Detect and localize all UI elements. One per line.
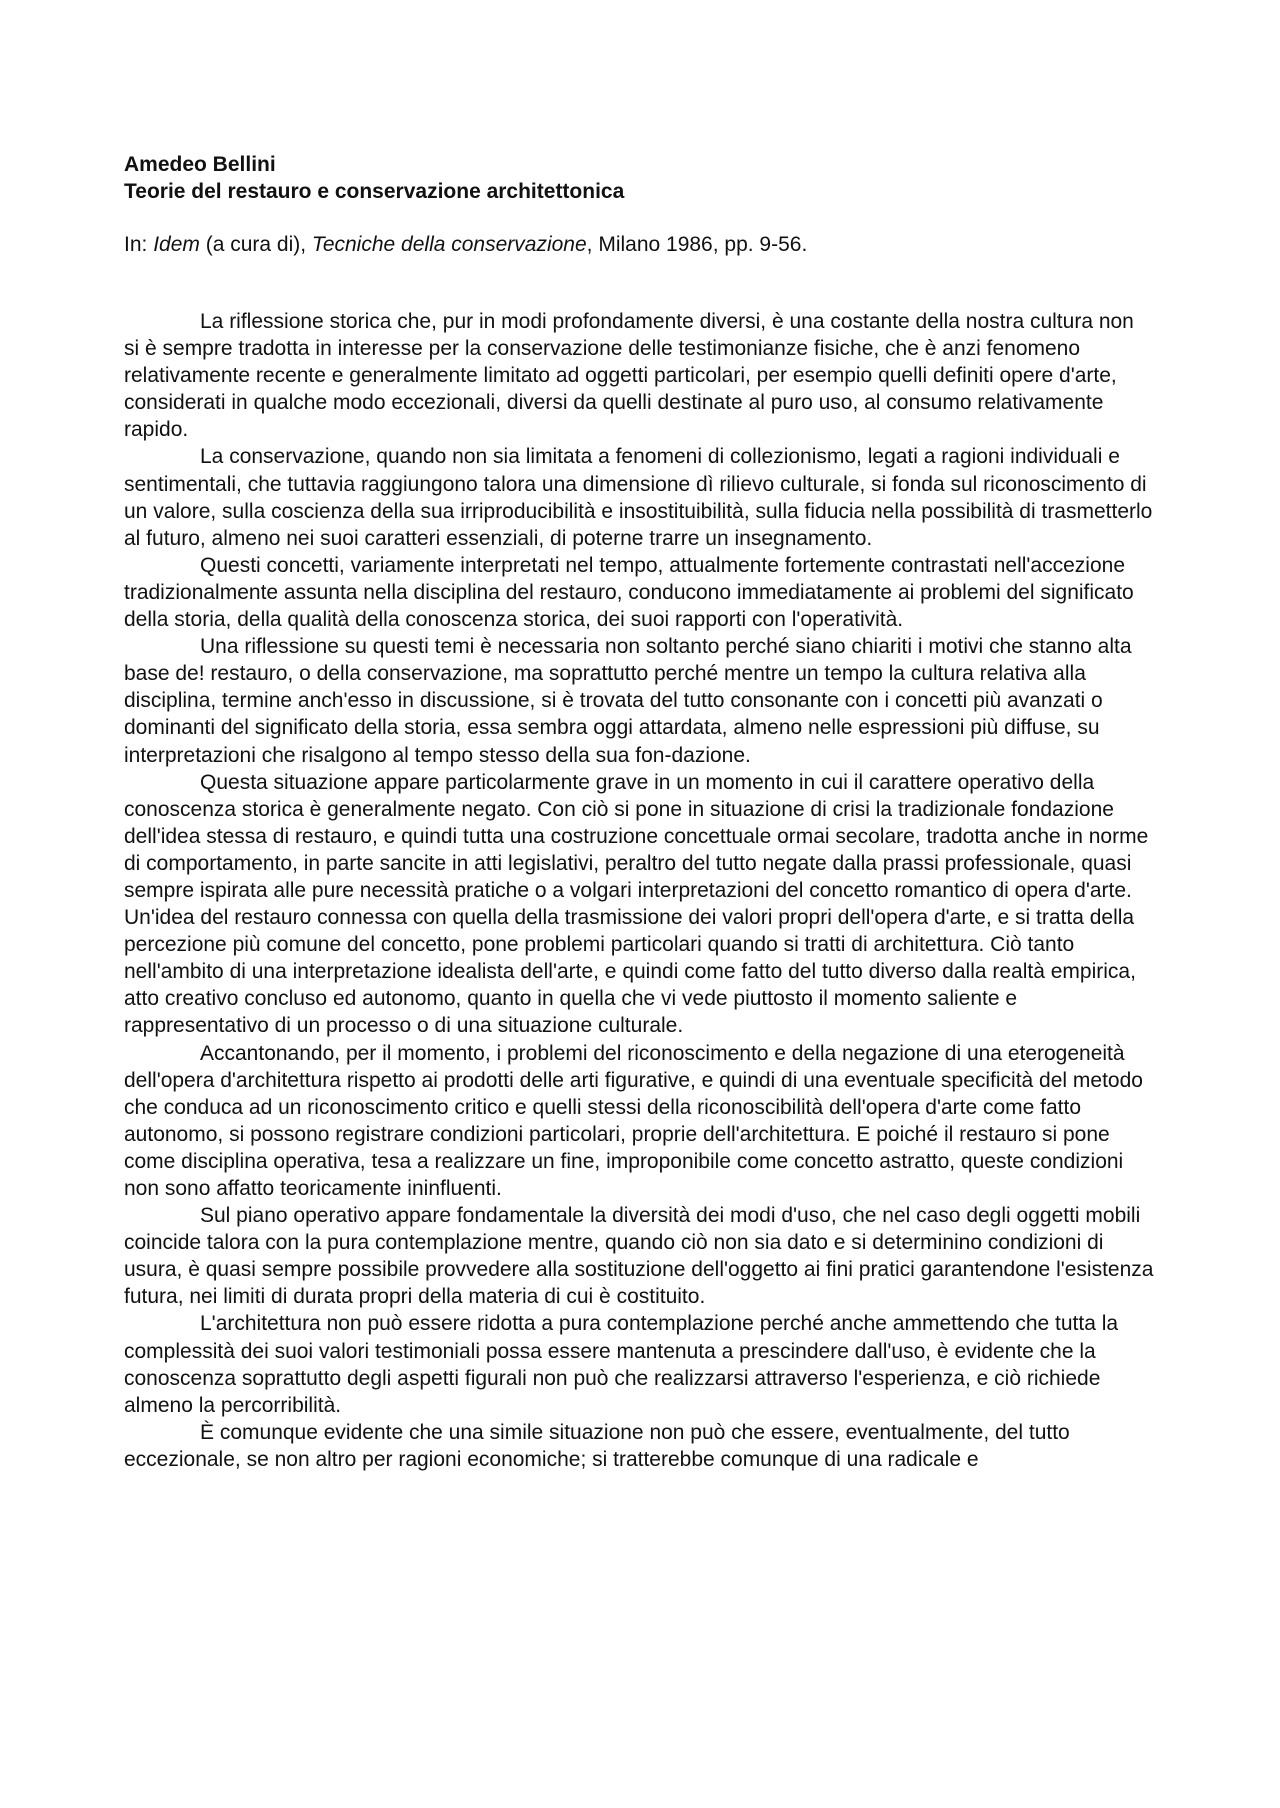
paragraph: Una riflessione su questi temi è necessaria non soltanto perché siano chiariti i motivi che stanno alta base de! restauro, o della conservazione, ma soprattutto perché mentre un tempo la cultura relativa alla disciplina, termine anch'esso in discussione, si è trovata del tutto consonante con i concetti più avanzati o dominanti del significato della storia, essa sembra oggi attardata, almeno nelle espressioni più diffuse, su interpretazioni che risalgono al tempo stesso della sua fon-dazione. [124,635,1132,767]
paragraph: L'architettura non può essere ridotta a pura contemplazione perché anche ammettendo che tutta la complessità dei suoi valori testimoniali possa essere mantenuta a prescindere dall'uso, è evidente che la conoscenza soprattutto degli aspetti figurali non può che realizzarsi attraverso l'esperienza, e ciò richiede almeno la percorribilità. [124,1312,1119,1417]
paragraph: La riflessione storica che, pur in modi profondamente diversi, è una costante della nostra cultura non si è sempre tradotta in interesse per la conservazione delle testimonianze fisiche, che è anzi fenomeno relativamente recente e generalmente limitato ad oggetti particolari, per esempio quelli definiti opere d'arte, considerati in qualche modo eccezionali, diversi da quelli destinate al puro uso, al consumo relativamente rapido. [124,310,1134,442]
paragraph: È comunque evidente che una simile situazione non può che essere, eventualmente, del tutto eccezionale, se non altro per ragioni economiche; si tratterebbe comunque di una radicale e [124,1420,1070,1471]
paragraph: Questi concetti, variamente interpretati nel tempo, attualmente fortemente contrastati nell'accezione tradizionalmente assunta nella disciplina del restauro, conducono immediatamente ai problemi del significato della storia, della qualità della conoscenza storica, dei suoi rapporti con l'operatività. [124,553,1134,632]
author-name: Amedeo Bellini [124,153,276,176]
paragraph: Questa situazione appare particolarmente grave in un momento in cui il carattere operativo della conoscenza storica è generalmente negato. Con ciò si pone in situazione di crisi la tradizionale fondazione dell'idea stessa di restauro, e quindi tutta una costruzione concettuale ormai secolare, tradotta anche in norme di comportamento, in parte sancite in atti legislativi, peraltro del tutto negate dalla prassi professionale, quasi sempre ispirata alle pure necessità pratiche o a volgari interpretazioni del concetto romantico di opera d'arte. [124,770,1149,902]
citation-book-title: Tecniche della conservazione [311,233,587,256]
citation-editor-note: (a cura di), [199,233,312,256]
paragraph: Sul piano operativo appare fondamentale la diversità dei modi d'uso, che nel caso degli oggetti mobili coincide talora con la pura contemplazione mentre, quando ciò non sia dato e si determinino condizioni di usura, è quasi sempre possibile provvedere alla sostituzione dell'oggetto ai fini pratici garantendone l'esistenza futura, nei limiti di durata propri della materia di cui è costituito. [124,1204,1154,1309]
document-title: Teorie del restauro e conservazione architettonica [124,180,625,203]
paragraph: Un'idea del restauro connessa con quella della trasmissione dei valori propri dell'opera d'arte, e si tratta della percezione più comune del concetto, pone problemi particolari quando si tratti di architettura. Ciò tanto nell'ambito di una interpretazione idealista dell'arte, e quindi come fatto del tutto diverso dalla realtà empirica, atto creativo concluso ed autonomo, quanto in quella che vi vede piuttosto il momento saliente e rappresentativo di un processo o di una situazione culturale. [124,906,1136,1038]
document-page [124,151,1154,1473]
citation-prefix: In: [124,233,154,256]
body-text [124,308,1154,1473]
citation-idem: Idem [153,233,200,256]
paragraph: Accantonando, per il momento, i problemi del riconoscimento e della negazione di una eterogeneità dell'opera d'architettura rispetto ai prodotti delle arti figurative, e quindi di una eventuale specificità del metodo che conduca ad un riconoscimento critico e quelli stessi della riconoscibilità dell'opera d'arte come fatto autonomo, si possono registrare condizioni particolari, proprie dell'architettura. E poiché il restauro si pone come disciplina operativa, tesa a realizzare un fine, improponibile come concetto astratto, queste condizioni non sono affatto teoricamente ininfluenti. [124,1041,1143,1200]
citation-rest: , Milano 1986, pp. 9-56. [586,233,808,256]
paragraph: La conservazione, quando non sia limitata a fenomeni di collezionismo, legati a ragioni individuali e sentimentali, che tuttavia raggiungono talora una dimensione dì rilievo culturale, si fonda sul riconoscimento di un valore, sulla coscienza della sua irriproducibilità e insostituibilità, sulla fiducia nella possibilità di trasmetterlo al futuro, almeno nei suoi caratteri essenziali, di poterne trarre un insegnamento. [124,445,1153,550]
citation [124,231,1154,258]
